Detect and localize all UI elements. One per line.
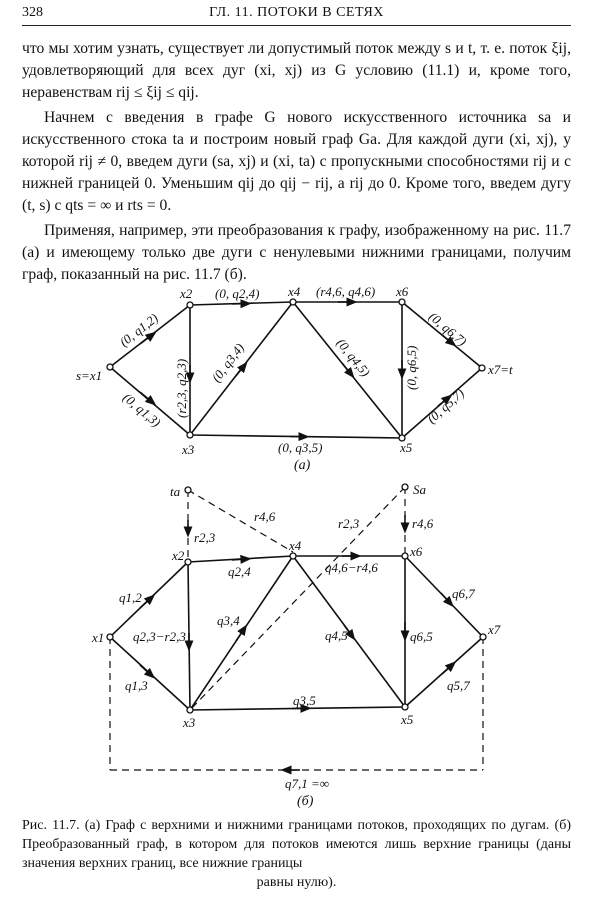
label-b-e13: q1,3: [125, 678, 148, 693]
label-b-e65: q6,5: [410, 629, 433, 644]
figure-11-7: [0, 270, 593, 810]
caption-last-line: равны нулю).: [256, 875, 337, 890]
label-a-e23: (r2,3, q2,3): [174, 358, 189, 418]
label-a-e34: (0, q3,4): [208, 340, 248, 385]
label-b-e12: q1,2: [119, 590, 142, 605]
label-b-sa: Sa: [413, 482, 426, 497]
running-header: [22, 5, 571, 26]
label-b-x3: x3: [183, 715, 196, 730]
paragraph-2: Начнем с введения в графе G нового искусственного источника sa и искусственного стока ta и построим новый граф Ga. Для каждой дуги (xi, xj), у которой rij ≠ 0, введем дуги (sa, xj) и (xi, ta) с пропускными способностями rij и с нижней границей 0. Уменьшим qij до qij − rij, а rij до 0. Кроме того, введем дугу (t, s) с qts = ∞ и rts = 0.: [22, 109, 571, 214]
graph-a-labels: [76, 284, 513, 473]
label-a-e35: (0, q3,5): [278, 440, 323, 455]
label-a-e13: (0, q1,3): [120, 389, 164, 430]
figure-caption: [22, 816, 571, 892]
label-b-e71: q7,1 =∞: [285, 776, 330, 791]
label-b-r23-top: r2,3: [194, 530, 216, 545]
label-b-x4: x4: [289, 538, 302, 553]
paragraph-1: что мы хотим узнать, существует ли допустимый поток между s и t, т. е. поток ξij, удовлетворяющий для всех дуг (xi, xj) из G условию (11.1) и, кроме того, неравенствам rij ≤ ξij ≤ qij.: [22, 40, 571, 101]
label-b-r23-right: r2,3: [338, 516, 360, 531]
label-a-x5: x5: [400, 440, 413, 455]
label-b-ta: ta: [170, 484, 181, 499]
node-b-x3: [187, 707, 193, 713]
sublabel-a: (а): [294, 458, 311, 473]
node-b-x7: [480, 634, 486, 640]
node-a-x2: [187, 302, 193, 308]
label-b-x7: x7: [488, 622, 501, 637]
label-b-x1: x1: [92, 630, 105, 645]
label-b-e57: q5,7: [447, 678, 470, 693]
label-a-e46: (r4,6, q4,6): [316, 284, 376, 299]
sublabel-b: (б): [297, 794, 314, 809]
page-number: 328: [22, 5, 43, 20]
node-b-x6: [402, 553, 408, 559]
node-b-x5: [402, 704, 408, 710]
label-b-x5: x5: [401, 712, 414, 727]
label-a-x7: x7=t: [488, 362, 513, 377]
label-b-e35: q3,5: [293, 693, 316, 708]
label-b-r46-left: r4,6: [254, 509, 276, 524]
label-b-e45: q4,5: [325, 628, 348, 643]
label-b-e34: q3,4: [217, 613, 240, 628]
label-b-x2: x2: [172, 548, 185, 563]
node-b-x4: [290, 553, 296, 559]
paragraph-3: Применяя, например, эти преобразования к графу, изображенному на рис. 11.7 (а) и имеющему только две дуги с ненулевыми нижними границами, получим граф, показанный на рис. 11.7 (б).: [22, 222, 571, 283]
chapter-title: ГЛ. 11. ПОТОКИ В СЕТЯХ: [209, 5, 384, 20]
label-b-r46-right: r4,6: [412, 516, 434, 531]
label-b-e24: q2,4: [228, 564, 251, 579]
label-a-x3: x3: [182, 442, 195, 457]
node-a-x1: [107, 364, 113, 370]
caption-text: Рис. 11.7. (а) Граф с верхними и нижними границами потоков, проходящих по дугам. (б) Преобразованный граф, в котором для потоков имеются лишь верхние границы (даны значения верхних границ, все нижние границы: [22, 818, 571, 871]
label-a-e67: (0, q6,7): [426, 308, 470, 349]
label-a-x4: x4: [288, 284, 301, 299]
body-text: [22, 38, 571, 286]
edge-b-sa-x3: [190, 487, 405, 710]
node-b-sa: [402, 484, 408, 490]
label-a-x1: s=x1: [76, 368, 103, 383]
label-a-x6: x6: [396, 284, 409, 299]
node-a-x3: [187, 432, 193, 438]
label-a-e65: (0, q6,5): [404, 345, 419, 390]
label-b-e46: q4,6−r4,6: [325, 560, 378, 575]
node-a-x7: [479, 365, 485, 371]
node-b-x2: [185, 559, 191, 565]
node-a-x4: [290, 299, 296, 305]
label-a-e24: (0, q2,4): [215, 286, 260, 301]
label-b-e67: q6,7: [452, 586, 475, 601]
node-a-x6: [399, 299, 405, 305]
label-a-e12: (0, q1,2): [116, 310, 161, 350]
label-a-x2: x2: [180, 286, 193, 301]
label-b-e23: q2,3−r2,3: [133, 629, 186, 644]
label-a-e57: (0, q5,7): [423, 385, 468, 427]
label-b-x6: x6: [410, 544, 423, 559]
label-a-e45: (0, q4,5): [333, 335, 374, 380]
node-b-ta: [185, 487, 191, 493]
graph-b-labels: [91, 482, 501, 809]
node-b-x1: [107, 634, 113, 640]
